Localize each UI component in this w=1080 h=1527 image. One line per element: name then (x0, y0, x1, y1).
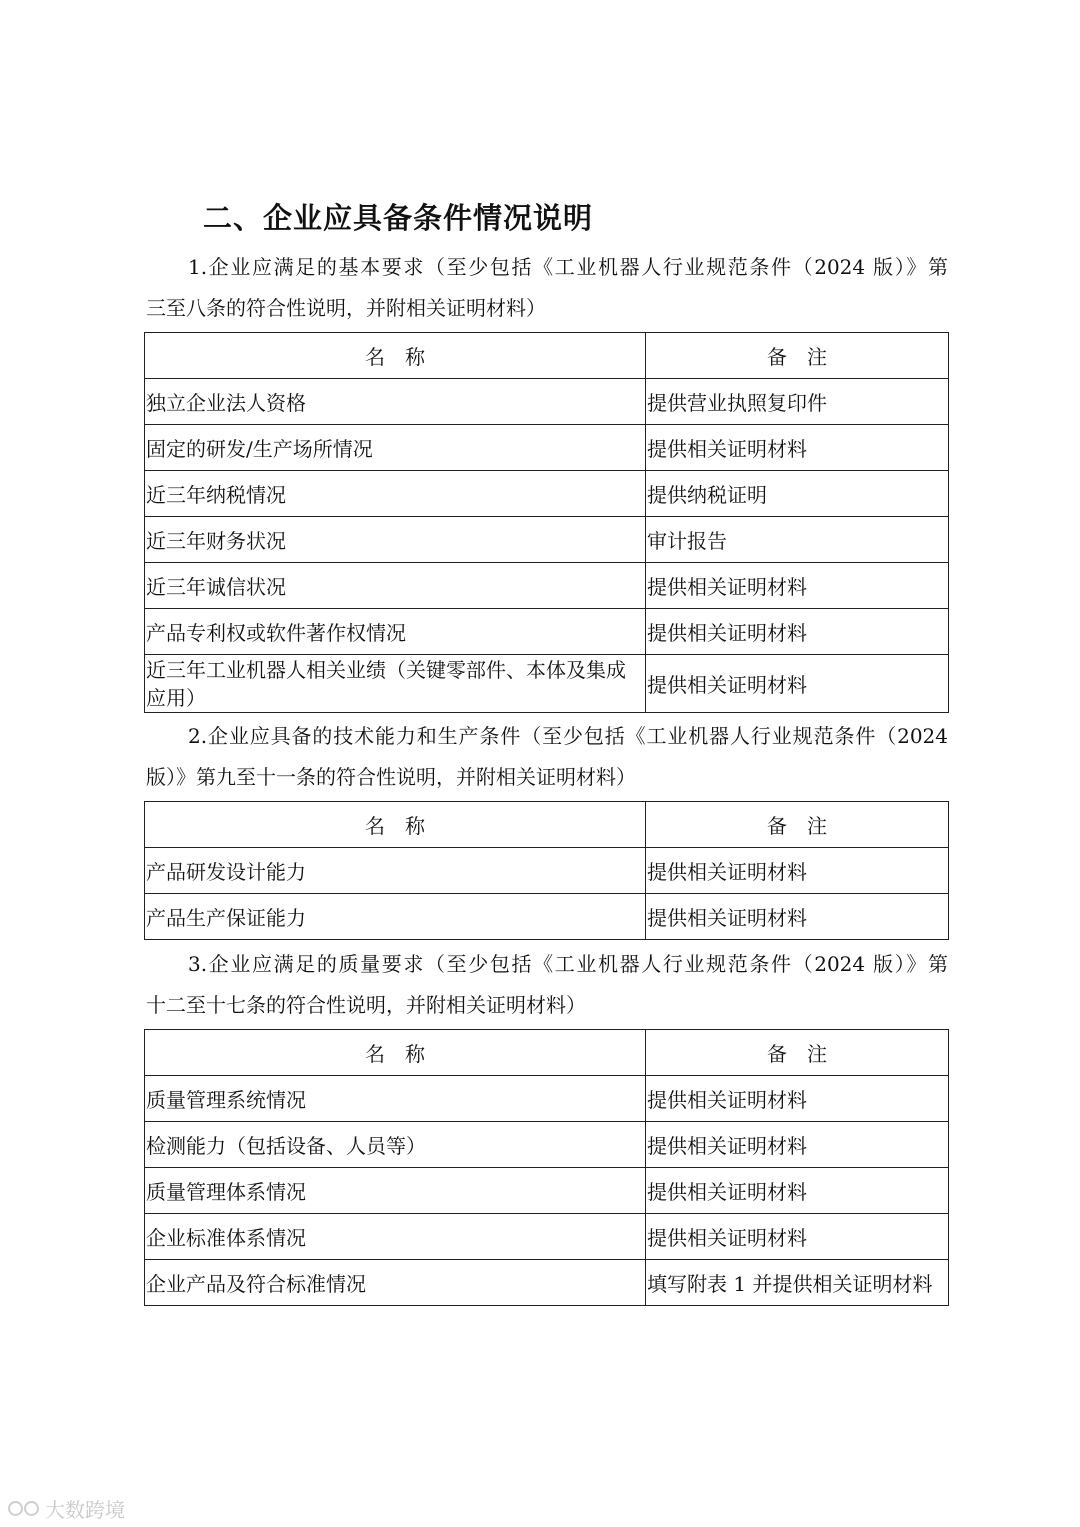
row-name: 固定的研发/生产场所情况 (145, 425, 646, 471)
table-row (145, 848, 949, 894)
row-name: 企业标准体系情况 (145, 1214, 646, 1260)
header-remark: 备 注 (646, 333, 949, 379)
table-row (145, 609, 949, 655)
requirements-table-2 (144, 801, 949, 940)
requirements-table-1 (144, 332, 949, 713)
row-name: 检测能力（包括设备、人员等） (145, 1122, 646, 1168)
section-2-intro-line-2: 版）》第九至十一条的符合性说明，并附相关证明材料） (146, 765, 636, 789)
row-remark: 审计报告 (646, 517, 949, 563)
header-name: 名 称 (145, 802, 646, 848)
row-remark: 提供相关证明材料 (646, 894, 949, 940)
table-row (145, 471, 949, 517)
table-header-row (145, 802, 949, 848)
row-name: 产品专利权或软件著作权情况 (145, 609, 646, 655)
row-name: 产品研发设计能力 (145, 848, 646, 894)
table-row (145, 425, 949, 471)
table-row (145, 894, 949, 940)
table-header-row (145, 333, 949, 379)
watermark (8, 1494, 125, 1523)
row-remark: 提供相关证明材料 (646, 1122, 949, 1168)
section-3-intro (146, 944, 948, 1026)
row-name: 企业产品及符合标准情况 (145, 1260, 646, 1306)
requirements-table-3 (144, 1029, 949, 1306)
header-remark: 备 注 (646, 1030, 949, 1076)
row-name: 独立企业法人资格 (145, 379, 646, 425)
row-name: 产品生产保证能力 (145, 894, 646, 940)
row-remark: 提供相关证明材料 (646, 563, 949, 609)
section-2-intro-line-1: 2.企业应具备的技术能力和生产条件（至少包括《工业机器人行业规范条件（2024 (188, 724, 948, 748)
row-remark: 提供相关证明材料 (646, 1214, 949, 1260)
row-remark: 填写附表 1 并提供相关证明材料 (646, 1260, 949, 1306)
table-row (145, 379, 949, 425)
row-name: 近三年财务状况 (145, 517, 646, 563)
row-name: 质量管理系统情况 (145, 1076, 646, 1122)
header-name: 名 称 (145, 333, 646, 379)
row-remark: 提供营业执照复印件 (646, 379, 949, 425)
section-3-intro-line-1: 3.企业应满足的质量要求（至少包括《工业机器人行业规范条件（2024 版）》第 (188, 952, 948, 976)
row-name: 质量管理体系情况 (145, 1168, 646, 1214)
table-row (145, 517, 949, 563)
section-2-intro (146, 716, 948, 798)
row-remark: 提供相关证明材料 (646, 1076, 949, 1122)
row-name: 近三年诚信状况 (145, 563, 646, 609)
row-remark: 提供相关证明材料 (646, 425, 949, 471)
row-name: 近三年纳税情况 (145, 471, 646, 517)
table-row (145, 1076, 949, 1122)
section-1-intro-line-2: 三至八条的符合性说明，并附相关证明材料） (146, 296, 546, 320)
section-3-intro-line-2: 十二至十七条的符合性说明，并附相关证明材料） (146, 993, 586, 1017)
table-row (145, 655, 949, 713)
table-row (145, 1214, 949, 1260)
table-row (145, 563, 949, 609)
row-remark: 提供相关证明材料 (646, 609, 949, 655)
watermark-logo-icon (8, 1501, 39, 1516)
section-1-intro-line-1: 1.企业应满足的基本要求（至少包括《工业机器人行业规范条件（2024 版）》第 (188, 255, 948, 279)
section-1-intro (146, 247, 948, 329)
table-header-row (145, 1030, 949, 1076)
row-remark: 提供相关证明材料 (646, 848, 949, 894)
table-row (145, 1168, 949, 1214)
header-remark: 备 注 (646, 802, 949, 848)
row-name: 近三年工业机器人相关业绩（关键零部件、本体及集成应用） (145, 655, 646, 713)
section-heading: 二、企业应具备条件情况说明 (203, 201, 594, 235)
row-remark: 提供纳税证明 (646, 471, 949, 517)
table-row (145, 1122, 949, 1168)
table-row (145, 1260, 949, 1306)
row-remark: 提供相关证明材料 (646, 655, 949, 713)
header-name: 名 称 (145, 1030, 646, 1076)
watermark-text: 大数跨境 (45, 1498, 125, 1522)
row-remark: 提供相关证明材料 (646, 1168, 949, 1214)
